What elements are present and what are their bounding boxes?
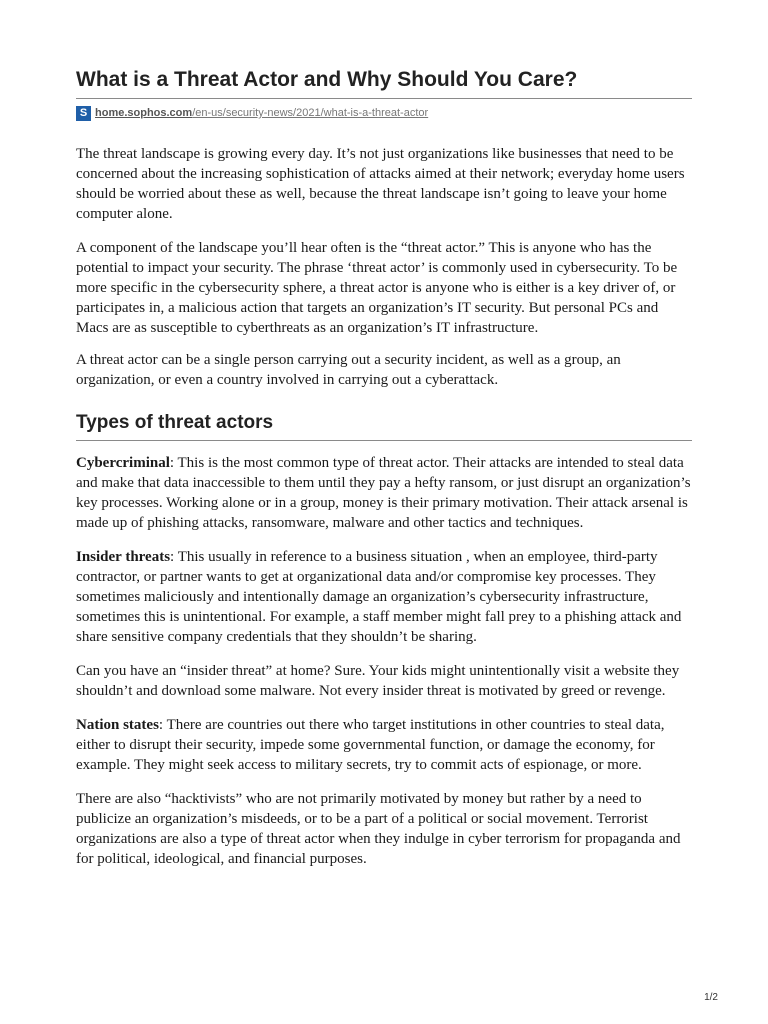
nation-term: Nation states	[76, 717, 159, 733]
insider-text: : This usually in reference to a business situation , when an employee, third-party contractor, or partner wants to get at organizational data and/or compromise key processes. They sometimes maliciously and intentionally damage an organization’s cybersecurity infrastructure, sometimes this is unintentional. For example, a staff member might fall prey to a phishing attack and share sensitive company credentials that they shouldn’t be sharing.	[76, 549, 682, 645]
nation-paragraph	[76, 715, 692, 775]
source-domain-link[interactable]: home.sophos.com	[95, 107, 193, 119]
cybercriminal-term: Cybercriminal	[76, 455, 170, 471]
cybercriminal-paragraph	[76, 453, 692, 533]
intro-paragraph-3: A threat actor can be a single person carrying out a security incident, as well as a group, an organization, or even a country involved in carrying out a cyberattack.	[76, 352, 621, 388]
cybercriminal-text: : This is the most common type of threat actor. Their attacks are intended to steal data and make that data inaccessible to them until they pay a hefty ransom, or just disrupt an organization’s key processes. Working alone or in a group, money is their primary motivation. Their attack arsenal is made up of phishing attacks, ransomware, malware and other tactics and techniques.	[76, 455, 691, 531]
article-title: What is a Threat Actor and Why Should You Care?	[76, 66, 692, 99]
home-insider-paragraph: Can you have an “insider threat” at home? Sure. Your kids might unintentionally visit a website they shouldn’t and download some malware. Not every insider threat is motivated by greed or revenge.	[76, 663, 680, 699]
insider-paragraph	[76, 547, 692, 647]
hacktivists-paragraph: There are also “hacktivists” who are not primarily motivated by money but rather by a need to publicize an organization’s misdeeds, or to be a part of a political or social movement. Terrorist organizations are also a type of threat actor when they indulge in cyber terrorism for propaganda and for political, ideological, and financial purposes.	[76, 791, 681, 867]
sophos-logo-icon: S	[76, 106, 91, 121]
source-line	[76, 104, 692, 122]
types-heading: Types of threat actors	[76, 410, 692, 441]
intro-paragraph-1: The threat landscape is growing every day. It’s not just organizations like businesses that need to be concerned about the increasing sophistication of attacks aimed at their network; everyday home users should be worried about these as well, because the threat landscape isn’t going to leave your home computer alone.	[76, 146, 685, 222]
nation-text: : There are countries out there who target institutions in other countries to steal data, either to disrupt their security, impede some governmental function, or damage the economy, for example. They might seek access to military secrets, try to commit acts of espionage, or more.	[76, 717, 665, 773]
document-page	[76, 66, 692, 869]
page-number: 1/2	[704, 992, 718, 1003]
insider-term: Insider threats	[76, 549, 171, 565]
source-path-link[interactable]: /en-us/security-news/2021/what-is-a-threat-actor	[192, 107, 429, 119]
intro-paragraph-2: A component of the landscape you’ll hear often is the “threat actor.” This is anyone who has the potential to impact your security. The phrase ‘threat actor’ is commonly used in cybersecurity. To be more specific in the cybersecurity sphere, a threat actor is anyone who is either is a key driver of, or participates in, a malicious action that targets an organization’s IT security. But personal PCs and Macs are as susceptible to cyberthreats as an organization’s IT infrastructure.	[76, 240, 678, 336]
